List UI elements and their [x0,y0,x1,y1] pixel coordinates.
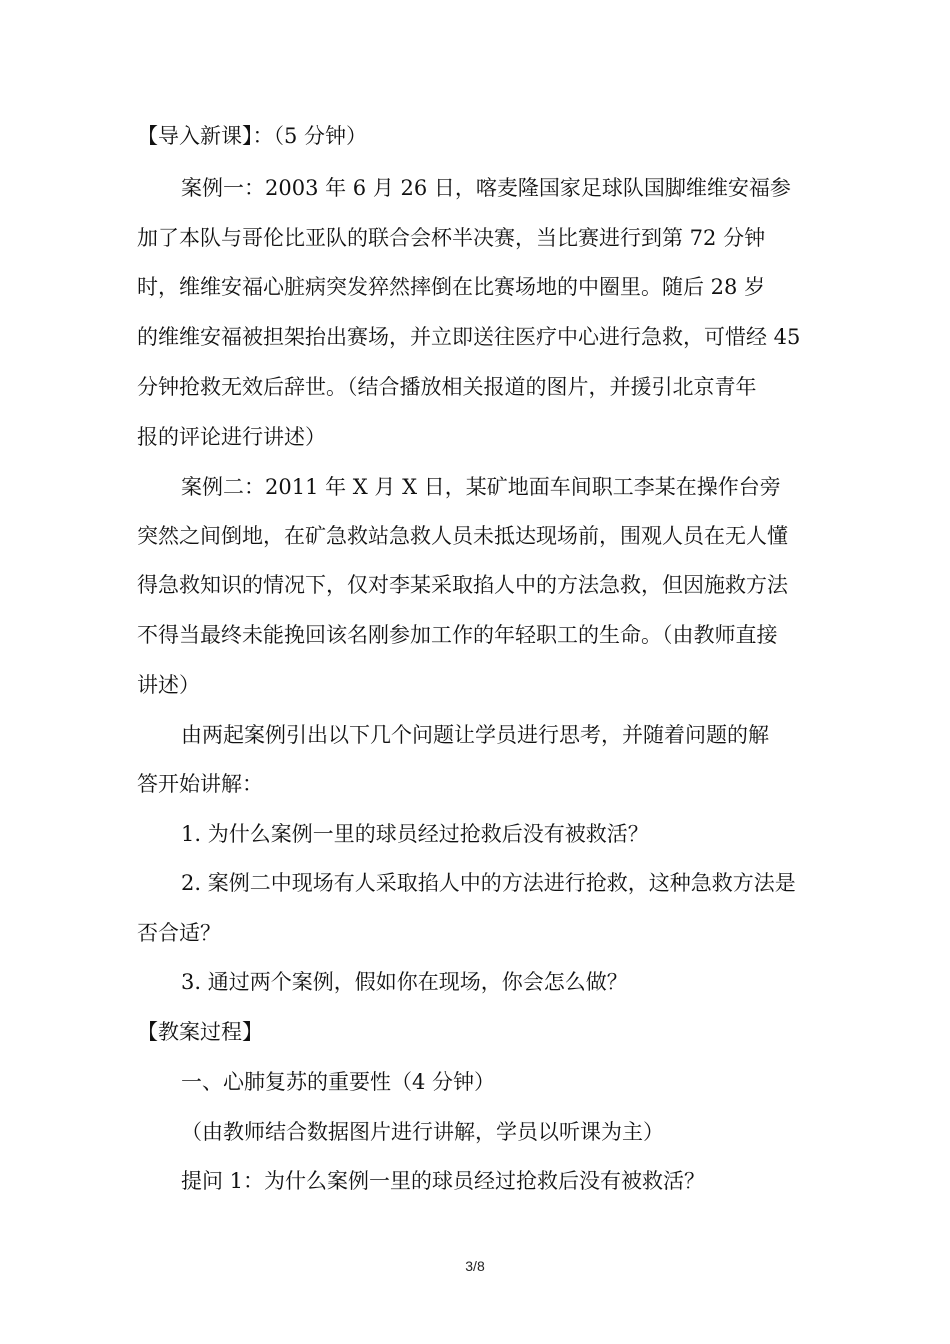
question-item: 1. 为什么案例一里的球员经过抢救后没有被救活？ [181,822,649,846]
subsection-heading: 一、心肺复苏的重要性（4 分钟） [181,1070,496,1094]
question-item: 3. 通过两个案例，假如你在现场，你会怎么做？ [181,970,628,994]
paragraph-line: 答开始讲解： [137,772,263,796]
question-item: 2. 案例二中现场有人采取掐人中的方法进行抢救，这种急救方法是 [181,871,796,895]
paragraph-line: 讲述） [137,673,200,697]
section-heading-process: 【教案过程】 [137,1020,263,1044]
paragraph-line: 不得当最终未能挽回该名刚参加工作的年轻职工的生命。（由教师直接 [137,623,778,647]
paragraph-line: 报的评论进行讲述） [137,425,326,449]
paragraph-line: 提问 1：为什么案例一里的球员经过抢救后没有被救活？ [181,1169,706,1193]
paragraph-line: 案例二：2011 年 X 月 X 日，某矿地面车间职工李某在操作台旁 [181,475,781,499]
paragraph-line: 突然之间倒地，在矿急救站急救人员未抵达现场前，围观人员在无人懂 [137,524,788,548]
page-number: 3/8 [465,1258,485,1274]
paragraph-line: 加了本队与哥伦比亚队的联合会杯半决赛，当比赛进行到第 72 分钟 [137,226,766,250]
paragraph-line: 案例一：2003 年 6 月 26 日，喀麦隆国家足球队国脚维维安福参 [181,176,791,200]
paragraph-line: （由教师结合数据图片进行讲解，学员以听课为主） [181,1120,664,1144]
paragraph-line: 的维维安福被担架抬出赛场，并立即送往医疗中心进行急救，可惜经 45 [137,325,801,349]
question-item-continued: 否合适？ [137,921,221,945]
paragraph-line: 由两起案例引出以下几个问题让学员进行思考，并随着问题的解 [181,723,769,747]
paragraph-line: 得急救知识的情况下，仅对李某采取掐人中的方法急救，但因施救方法 [137,573,788,597]
section-heading-intro: 【导入新课】：（5 分钟） [137,124,368,148]
paragraph-line: 时，维维安福心脏病突发猝然摔倒在比赛场地的中圈里。随后 28 岁 [137,275,766,299]
paragraph-line: 分钟抢救无效后辞世。（结合播放相关报道的图片，并援引北京青年 [137,375,757,399]
